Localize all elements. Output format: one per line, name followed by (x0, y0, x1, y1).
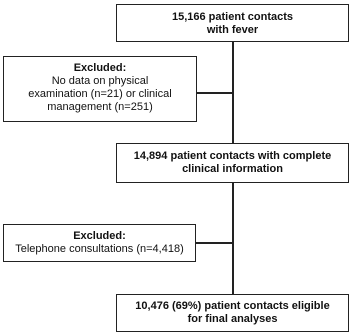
flow-box-complete-information (116, 143, 349, 183)
eligible-contacts-count: 10,476 (69%) (135, 300, 202, 312)
exclusion-title-2: Excluded: (73, 230, 126, 242)
complete-information-count: 14,894 (133, 150, 168, 162)
complete-information-text-line2: clinical information (182, 163, 283, 175)
eligible-contacts-text-line2: for final analyses (187, 313, 278, 325)
exclusion-1-line-3: management (n=251) (47, 101, 153, 113)
exclusion-box-telephone (3, 224, 196, 262)
total-contacts-text: patient contacts (205, 11, 294, 23)
exclusion-1-line-1: No data on physical (51, 75, 149, 87)
exclusion-title-1: Excluded: (73, 62, 127, 74)
main-vertical-connector-2 (232, 183, 234, 294)
total-contacts-text-line2: with fever (206, 24, 259, 36)
eligible-contacts-text: patient contacts eligible (201, 300, 330, 312)
exclusion-box-missing-data (3, 56, 197, 122)
exclusion-connector-1 (197, 92, 233, 94)
exclusion-1-line-2: examination (n=21) or clinical (28, 88, 172, 100)
exclusion-2-line-1: Telephone consultations (n=4,418) (15, 243, 184, 255)
exclusion-connector-2 (196, 242, 233, 244)
total-contacts-count: 15,166 (171, 11, 206, 23)
complete-information-text: patient contacts with complete (167, 150, 332, 162)
flow-box-eligible-contacts (116, 294, 349, 332)
flow-box-total-contacts (116, 4, 349, 42)
